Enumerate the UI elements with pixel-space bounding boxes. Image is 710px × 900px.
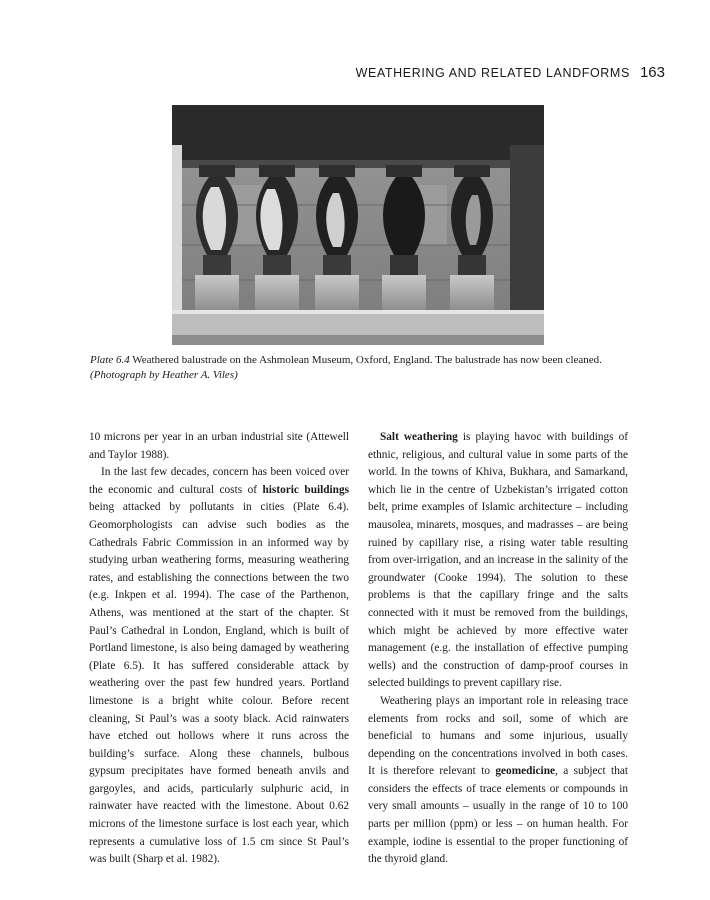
figure-caption bbox=[90, 353, 630, 383]
key-term-historic-buildings: historic buildings bbox=[262, 483, 349, 496]
text-run: In the last few decades, concern has been voiced over the economic and cultural costs of bbox=[89, 466, 349, 496]
key-term-salt-weathering: Salt weathering bbox=[380, 431, 458, 443]
paragraph bbox=[368, 693, 628, 869]
text-run: is playing havoc with buildings of ethnic, religious, and cultural value in some parts of the world. In the towns of Khiva, Bukhara, and Samarkand, which lie in the centre of Uzbekistan’s irrigated cotton belt, prime examples of Islamic architecture – including mausolea, minarets, mosques, and madrasses – are being ruined by capillary rise, a rising water table resulting from over-irrigation, and an increase in the salinity of the groundwater (Cooke 1994). The solution to these problems is that the capillary fringe and the salts connected with it must be removed from the buildings, which might be achieved by more effective water management (e.g. the installation of effective pumping wells) and the construction of damp-proof courses in selected buildings to prevent capillary rise. bbox=[368, 431, 629, 690]
running-header bbox=[356, 64, 665, 81]
right-column bbox=[368, 429, 628, 869]
balustrade-photograph bbox=[172, 105, 544, 345]
left-column bbox=[89, 429, 349, 869]
text-run: being attacked by pollutants in cities (Plate 6.4). Geomorphologists can advise such bodies as the Cathedrals Fabric Commission in an informed way by studying urban weathering forms, measuring weathering rates, and establishing the connections between the two (e.g. Inkpen et al. 1994). The case of the Parthenon, Athens, was mentioned at the start of the chapter. St Paul’s Cathedral in London, England, which is built of Portland limestone, is also being damaged by weathering (Plate 6.5). It has suffered considerable attack by weathering over the past few hundred years. Portland limestone is a bright white colour. Before recent cleaning, St Paul’s was a sooty black. Acid rainwaters have etched out hollows where it runs across the building’s surface. Along these channels, bulbous gypsum precipitates have formed beneath anvils and gargoyles, and acids, particularly sulphuric acid, in rainwater have reacted with the limestone. About 0.62 microns of the limestone surface is lost each year, which represents a cumulative loss of 1.5 cm since St Paul’s was built (Sharp et al. 1982). bbox=[89, 501, 349, 866]
plate-label: Plate 6.4 bbox=[90, 354, 130, 366]
running-title: WEATHERING AND RELATED LANDFORMS bbox=[355, 66, 630, 80]
caption-text: Weathered balustrade on the Ashmolean Museum, Oxford, England. The balustrade has now been cleaned. bbox=[132, 354, 602, 366]
balustrade-illustration bbox=[172, 105, 544, 345]
key-term-geomedicine: geomedicine bbox=[495, 765, 555, 778]
text-run: , a subject that considers the effects of trace elements or compounds in very small amounts – usually in the range of 10 to 100 parts per million (ppm) or less – on human health. For example, iodine is essential to the proper functioning of the thyroid gland. bbox=[368, 765, 628, 866]
paragraph bbox=[368, 429, 628, 693]
page-number: 163 bbox=[639, 64, 665, 81]
paragraph bbox=[89, 464, 349, 869]
paragraph: 10 microns per year in an urban industrial site (Attewell and Taylor 1988). bbox=[89, 431, 349, 461]
photo-credit: (Photograph by Heather A. Viles) bbox=[90, 369, 238, 381]
text-run: Weathering plays an important role in releasing trace elements from rocks and soil, some of which are beneficial to humans and some injurious, usually depending on the concentrations involved in both cases. It is therefore relevant to bbox=[368, 694, 628, 778]
